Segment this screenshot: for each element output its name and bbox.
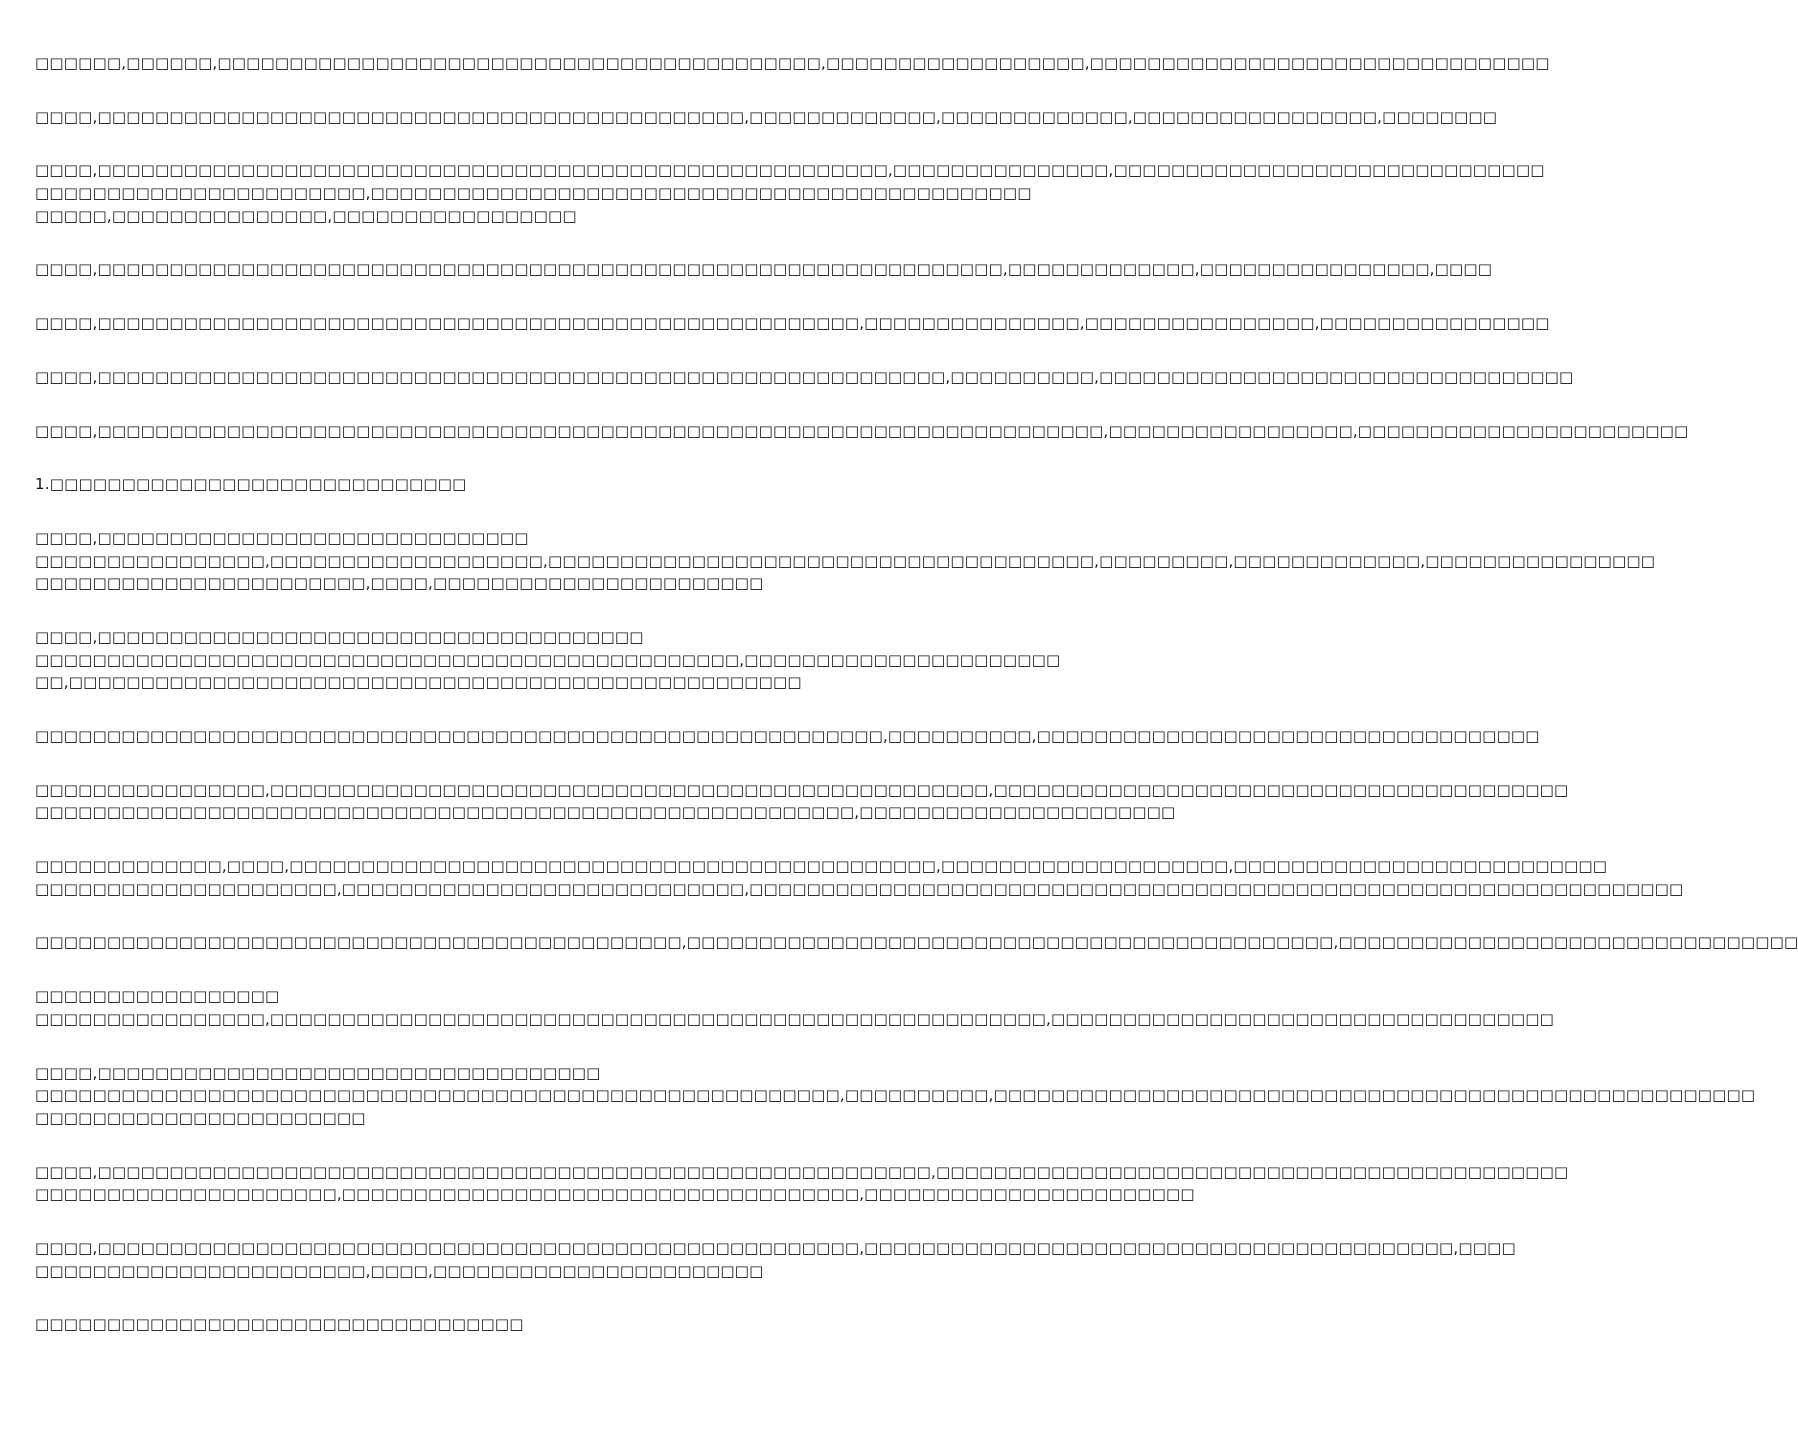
text-line: □□□□□□□□□□□□□□□□□□□□□□□□□□□□□□□□□□□□□□□□□□□□□□□□□□□□□□□□,□□□□□□□□□□,□□□□□□□□□□□□□□□□□□□□□□□□□□□□□□□□□□□□□□□□□□□□□□□□□□□□□: [35, 1086, 1756, 1105]
text-line: □□□□,□□□□□□□□□□□□□□□□□□□□□□□□□□□□□□: [35, 528, 529, 547]
text-line: □□□□□□□□□□□□□□□□,□□□□□□□□□□□□□□□□□□□,□□□□□□□□□□□□□□□□□□□□□□□□□□□□□□□□□□□□□□,□□□□□□□□□,□□□□□□□□□□□□□,□□□□□□□□□□□□□□□□: [35, 551, 1656, 570]
text-line: □□□□□□□□□□□□□□□□,□□□□□□□□□□□□□□□□□□□□□□□□□□□□□□□□□□□□□□□□□□□□□□□□□□□□□□,□□□□□□□□□□□□□□□□□□□□□□□□□□□□□□□□□□□: [35, 1009, 1555, 1028]
paragraph: [35, 985, 1555, 1030]
text-line: □□□□,□□□□□□□□□□□□□□□□□□□□□□□□□□□□□□□□□□□□□□□□□□□□□□□□□□□□□□□□□□□,□□□□□□□□□□,□□□□□□□□□□□□□□□□□□□□□□□□□□□□□□□□□: [35, 367, 1574, 386]
paragraph: [35, 473, 989, 496]
paragraph: [35, 1062, 1756, 1130]
text-line: □□□□□□□□□□□□□□□□□: [35, 987, 280, 1006]
paragraph: [35, 855, 1684, 900]
paragraph: [35, 1161, 1569, 1206]
text-line: □□□□,□□□□□□□□□□□□□□□□□□□□□□□□□□□□□□□□□□□□□□□□□□□□□□□□□□□□□□□□□□,□□□□□□□□□□□□□□□□□□□□□□□□□□□□□□□□□□□□□□□□□□□□: [35, 1162, 1569, 1181]
text-line: □□□□□□□□□□□□□□□□□□□□□□□□□□□□□□□□□□: [35, 1315, 524, 1334]
paragraph: [35, 931, 1798, 954]
text-line: □□□□□□□□□□□□□□□□□□□□□,□□□□□□□□□□□□□□□□□□□□□□□□□□□□□□□□□□□□,□□□□□□□□□□□□□□□□□□□□□□□: [35, 1185, 1195, 1204]
paragraph: [35, 366, 1574, 389]
text-line: □□□□□□□□□□□□□□□□□□□□□□□□□□□□□□□□□□□□□□□□□□□□□,□□□□□□□□□□□□□□□□□□□□□□□□□□□□□□□□□□□□□□□□□□□□□,□□□□□□□□□□□□□□□□□□□□□□□□□□□□□□□□: [35, 933, 1798, 952]
text-line: □□□□□□□□□□□□□□□□□□□□□,□□□□□□□□□□□□□□□□□□□□□□□□□□□□,□□□□□□□□□□□□□□□□□□□□□□□□□□□□□□□□□□□□□□□□□□□□□□□□□□□□□□□□□□□□□□□□□: [35, 879, 1684, 898]
text-line: □□□□,□□□□□□□□□□□□□□□□□□□□□□□□□□□□□□□□□□□□□□□□□□□□□□□□□□□□□,□□□□□□□□□□□□□□□,□□□□□□□□□□□□□□□□,□□□□□□□□□□□□□□□□: [35, 314, 1550, 333]
paragraph: [35, 779, 1569, 824]
paragraph: [35, 52, 1550, 75]
text-line: □□□□□□□□□□□□□□□□□□□□□□□,□□□□,□□□□□□□□□□□□□□□□□□□□□□□: [35, 1261, 764, 1280]
text-line: □□□□□,□□□□□□□□□□□□□□□,□□□□□□□□□□□□□□□□□: [35, 206, 577, 225]
text-line: □□□□□□□□□□□□□□□□□□□□□□□,□□□□,□□□□□□□□□□□□□□□□□□□□□□□: [35, 574, 764, 593]
text-line: □□□□□□□□□□□□□□□□□□□□□□□□□□□□□□□□□□□□□□□□□□□□□□□□□□□□□□□□□□□,□□□□□□□□□□,□□□□□□□□□□□□□□□□□□□□□□□□□□□□□□□□□□□: [35, 727, 1540, 745]
text-line: □□□□□□□□□□□□□,□□□□,□□□□□□□□□□□□□□□□□□□□□□□□□□□□□□□□□□□□□□□□□□□□□,□□□□□□□□□□□□□□□□□□□□,□□□□□□□□□□□□□□□□□□□□□□□□□□: [35, 857, 1608, 876]
text-line: □□□□,□□□□□□□□□□□□□□□□□□□□□□□□□□□□□□□□□□□: [35, 1063, 601, 1082]
paragraph: [35, 420, 1689, 443]
text-line: □□□□□□□□□□□□□□□□□□□□□□□□□□□□□□□□□□□□□□□□□□□□□□□□□,□□□□□□□□□□□□□□□□□□□□□□: [35, 650, 1061, 669]
text-line: □□□□,□□□□□□□□□□□□□□□□□□□□□□□□□□□□□□□□□□□□□□□□□□□□□,□□□□□□□□□□□□□,□□□□□□□□□□□□□,□□□□□□□□□□□□□□□□□,□□□□□□□□: [35, 107, 1498, 126]
paragraph: [35, 312, 1550, 335]
text-line: □□□□,□□□□□□□□□□□□□□□□□□□□□□□□□□□□□□□□□□□□□□□□□□□□□□□□□□□□□□□,□□□□□□□□□□□□□□□,□□□□□□□□□□□□□□□□□□□□□□□□□□□□□□: [35, 161, 1545, 180]
paragraph: [35, 106, 1498, 129]
text-line: □□□□□□□□□□□□□□□□□□□□□□□: [35, 1108, 366, 1127]
text-line: □□□□,□□□□□□□□□□□□□□□□□□□□□□□□□□□□□□□□□□□□□□□□□□□□□□□□□□□□□,□□□□□□□□□□□□□□□□□□□□□□□□□□□□□□□□□□□□□□□□□,□□□□: [35, 1238, 1516, 1257]
paragraph: [35, 1237, 1516, 1282]
text-line: □□□□□□□□□□□□□□□□□□□□□□□□□□□□□□□□□□□□□□□□□□□□□□□□□□□□□□□□□,□□□□□□□□□□□□□□□□□□□□□□: [35, 803, 1176, 822]
text-line: □□□□□□,□□□□□□,□□□□□□□□□□□□□□□□□□□□□□□□□□□□□□□□□□□□□□□□□□,□□□□□□□□□□□□□□□□□□,□□□□□□□□□□□□□□□□□□□□□□□□□□□□□□□□: [35, 54, 1550, 72]
text-line: □□□□,□□□□□□□□□□□□□□□□□□□□□□□□□□□□□□□□□□□□□□□□□□□□□□□□□□□□□□□□□□□□□□□□□□□□□□,□□□□□□□□□□□□□□□□□,□□□□□□□□□□□□□□□□□□□□□□□: [35, 421, 1689, 440]
text-line: □□□□,□□□□□□□□□□□□□□□□□□□□□□□□□□□□□□□□□□□□□□□□□□□□□□□□□□□□□□□□□□□□□□□,□□□□□□□□□□□□□,□□□□□□□□□□□□□□□□,□□□□: [35, 260, 1493, 279]
text-line: □□,□□□□□□□□□□□□□□□□□□□□□□□□□□□□□□□□□□□□□□□□□□□□□□□□□□□: [35, 673, 802, 692]
paragraph: [35, 626, 1061, 694]
paragraph: [35, 527, 1656, 595]
paragraph: [35, 725, 1540, 748]
paragraph: [35, 1313, 989, 1336]
text-line: □□□□□□□□□□□□□□□□□□□□□□□,□□□□□□□□□□□□□□□□□□□□□□□□□□□□□□□□□□□□□□□□□□□□□□: [35, 184, 1032, 203]
paragraph: [35, 258, 1493, 281]
text-line: □□□□,□□□□□□□□□□□□□□□□□□□□□□□□□□□□□□□□□□□□□□: [35, 627, 644, 646]
text-line: □□□□□□□□□□□□□□□□,□□□□□□□□□□□□□□□□□□□□□□□□□□□□□□□□□□□□□□□□□□□□□□□□□□,□□□□□□□□□□□□□□□□□□□□□□□□□□□□□□□□□□□□□□□□: [35, 780, 1569, 799]
text-line: 1.□□□□□□□□□□□□□□□□□□□□□□□□□□□□□: [35, 475, 467, 494]
document-page: [35, 52, 1798, 1367]
paragraph: [35, 159, 1545, 227]
